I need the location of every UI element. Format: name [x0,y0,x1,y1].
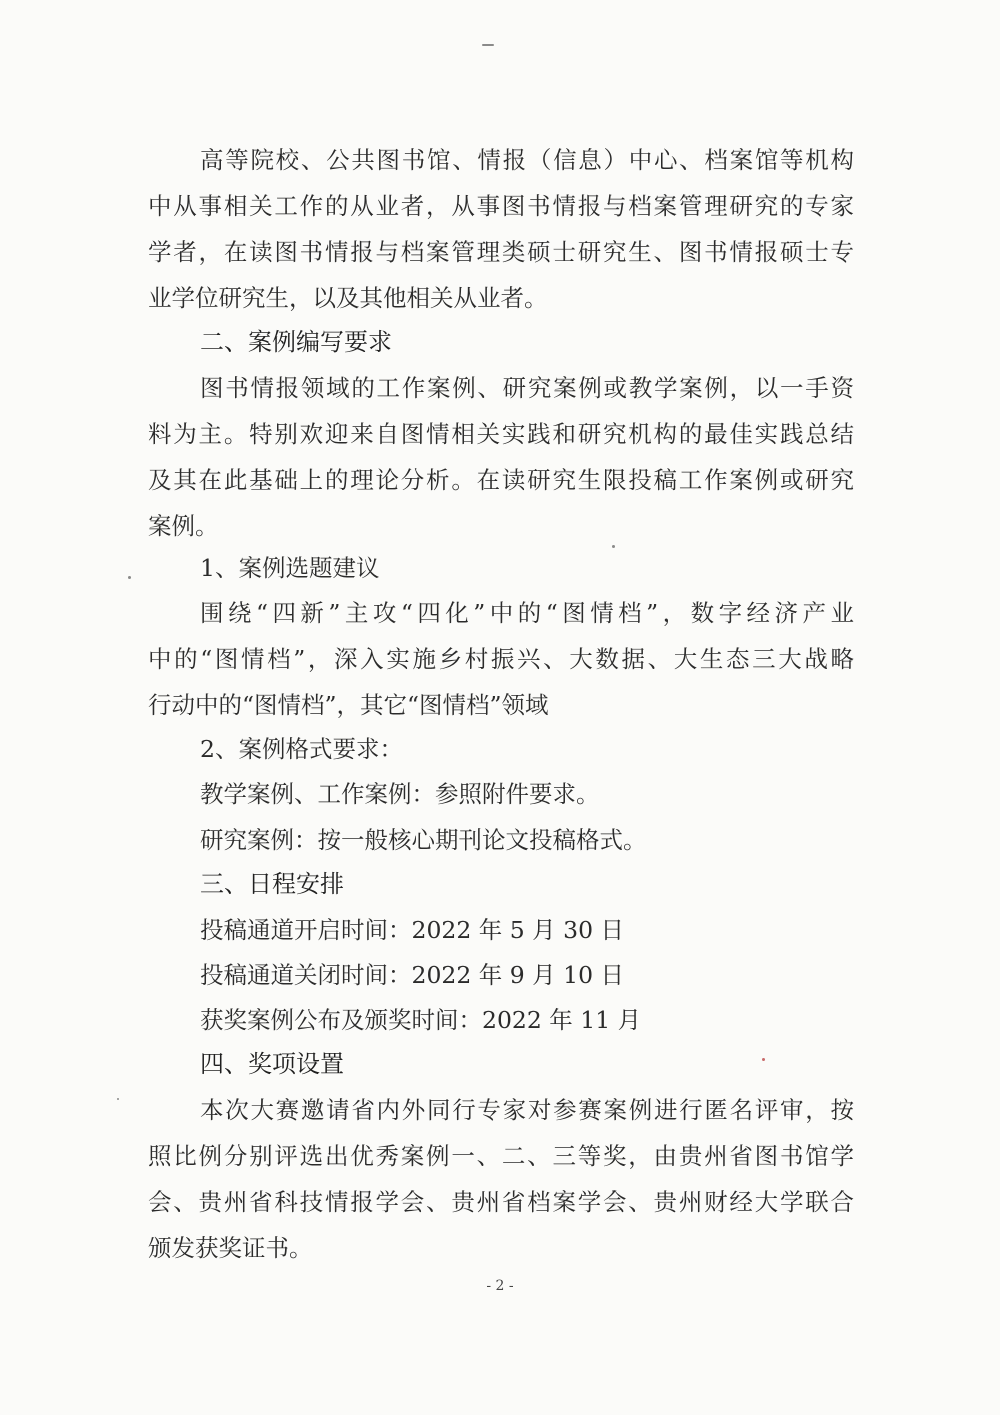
paragraph-line: 学者，在读图书情报与档案管理类硕士研究生、图书情报硕士专 [148,238,854,266]
schedule-line: 投稿通道开启时间：2022 年 5 月 30 日 [200,916,625,944]
section-heading: 三、日程安排 [200,870,344,898]
subsection-heading: 2、案例格式要求： [200,735,403,763]
paragraph-line: 围绕“四新”主攻“四化”中的“图情档”，数字经济产业 [200,599,854,627]
paragraph-line: 图书情报领域的工作案例、研究案例或教学案例，以一手资 [200,374,854,402]
scan-fleck [482,44,494,46]
schedule-line: 获奖案例公布及颁奖时间：2022 年 11 月 [200,1006,642,1034]
paragraph-line: 中从事相关工作的从业者，从事图书情报与档案管理研究的专家 [148,192,854,220]
schedule-line: 投稿通道关闭时间：2022 年 9 月 10 日 [200,961,625,989]
paragraph-line: 教学案例、工作案例：参照附件要求。 [200,780,600,808]
paragraph-line: 及其在此基础上的理论分析。在读研究生限投稿工作案例或研究 [148,466,854,494]
section-heading: 四、奖项设置 [200,1050,344,1078]
scan-fleck [128,576,131,579]
section-heading: 二、案例编写要求 [200,328,392,356]
paragraph-line: 行动中的“图情档”，其它“图情档”领域 [148,691,549,719]
page-number: - 2 - [486,1278,514,1294]
paragraph-line: 照比例分别评选出优秀案例一、二、三等奖，由贵州省图书馆学 [148,1142,854,1170]
paragraph-line: 高等院校、公共图书馆、情报（信息）中心、档案馆等机构 [200,146,854,174]
paragraph-line: 颁发获奖证书。 [148,1234,313,1262]
scan-fleck [117,1098,119,1100]
paragraph-line: 会、贵州省科技情报学会、贵州省档案学会、贵州财经大学联合 [148,1188,854,1216]
paragraph-line: 案例。 [148,512,219,540]
paragraph-line: 料为主。特别欢迎来自图情相关实践和研究机构的最佳实践总结 [148,420,854,448]
subsection-heading: 1、案例选题建议 [200,554,380,582]
paragraph-line: 本次大赛邀请省内外同行专家对参赛案例进行匿名评审，按 [200,1096,854,1124]
paragraph-line: 中的“图情档”，深入实施乡村振兴、大数据、大生态三大战略 [148,645,854,673]
scan-fleck [612,545,615,548]
paragraph-line: 研究案例：按一般核心期刊论文投稿格式。 [200,826,647,854]
paragraph-line: 业学位研究生，以及其他相关从业者。 [148,284,548,312]
